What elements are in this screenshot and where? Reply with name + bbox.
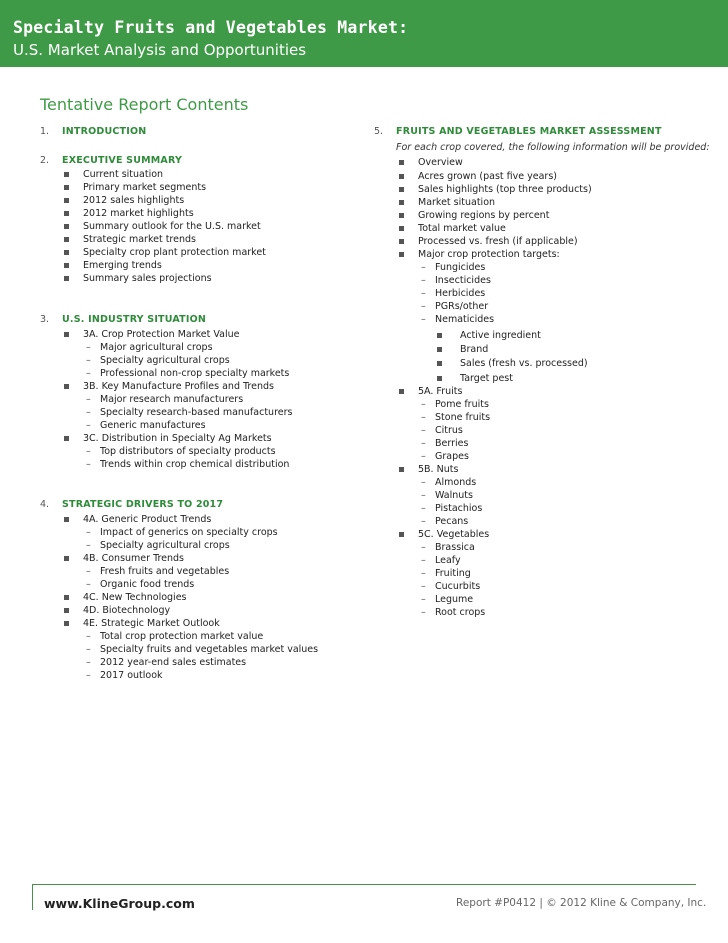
dash: – xyxy=(421,607,426,618)
list-item: Processed vs. fresh (if applicable) xyxy=(418,236,578,247)
dash: – xyxy=(421,581,426,592)
list-item: Brassica xyxy=(435,542,475,553)
section-number: 2. xyxy=(40,155,50,166)
section-heading: FRUITS AND VEGETABLES MARKET ASSESSMENT xyxy=(396,126,662,137)
bullet xyxy=(399,200,404,205)
section-heading: STRATEGIC DRIVERS TO 2017 xyxy=(62,499,224,510)
bullet xyxy=(64,332,69,337)
list-item: Walnuts xyxy=(435,490,473,501)
bullet xyxy=(399,187,404,192)
dash: – xyxy=(421,399,426,410)
bullet xyxy=(399,160,404,165)
dash: – xyxy=(421,594,426,605)
bullet xyxy=(64,237,69,242)
list-item: Specialty crop plant protection market xyxy=(83,247,266,258)
report-title: Specialty Fruits and Vegetables Market: xyxy=(13,18,409,37)
dash: – xyxy=(86,657,91,668)
section-number: 5. xyxy=(374,126,384,137)
list-item: Strategic market trends xyxy=(83,234,196,245)
bullet xyxy=(399,252,404,257)
dash: – xyxy=(86,446,91,457)
list-item: 4A. Generic Product Trends xyxy=(83,514,212,525)
dash: – xyxy=(86,407,91,418)
list-item: Specialty agricultural crops xyxy=(100,355,230,366)
list-item: Major crop protection targets: xyxy=(418,249,560,260)
list-item: 5C. Vegetables xyxy=(418,529,490,540)
list-item: Leafy xyxy=(435,555,461,566)
dash: – xyxy=(421,503,426,514)
list-item: Summary sales projections xyxy=(83,273,212,284)
bullet xyxy=(437,333,442,338)
bullet xyxy=(64,198,69,203)
bullet xyxy=(399,174,404,179)
list-item: 5B. Nuts xyxy=(418,464,459,475)
section-heading: EXECUTIVE SUMMARY xyxy=(62,155,183,166)
dash: – xyxy=(86,540,91,551)
dash: – xyxy=(421,314,426,325)
list-item: Trends within crop chemical distribution xyxy=(100,459,290,470)
section-heading: INTRODUCTION xyxy=(62,126,147,137)
list-item: Pistachios xyxy=(435,503,483,514)
list-item: Fresh fruits and vegetables xyxy=(100,566,230,577)
list-item: Generic manufactures xyxy=(100,420,206,431)
list-item: Specialty fruits and vegetables market values xyxy=(100,644,319,655)
bullet xyxy=(437,361,442,366)
bullet xyxy=(64,172,69,177)
list-item: Impact of generics on specialty crops xyxy=(100,527,278,538)
list-item: Total crop protection market value xyxy=(100,631,264,642)
bullet xyxy=(437,347,442,352)
section-number: 1. xyxy=(40,126,50,137)
list-item: Top distributors of specialty products xyxy=(100,446,276,457)
bullet xyxy=(399,532,404,537)
list-item: 2012 market highlights xyxy=(83,208,194,219)
section-number: 3. xyxy=(40,314,50,325)
header-banner xyxy=(0,0,728,67)
list-item: Growing regions by percent xyxy=(418,210,550,221)
list-item: Professional non-crop specialty markets xyxy=(100,368,290,379)
dash: – xyxy=(421,568,426,579)
list-item: Fungicides xyxy=(435,262,486,273)
bullet xyxy=(64,185,69,190)
dash: – xyxy=(421,516,426,527)
list-item: Nematicides xyxy=(435,314,495,325)
list-item: 2012 sales highlights xyxy=(83,195,185,206)
list-item: 3C. Distribution in Specialty Ag Markets xyxy=(83,433,272,444)
dash: – xyxy=(421,412,426,423)
list-item: Active ingredient xyxy=(460,330,541,341)
list-item: Pome fruits xyxy=(435,399,489,410)
contents-title: Tentative Report Contents xyxy=(40,95,249,114)
list-item: Organic food trends xyxy=(100,579,195,590)
dash: – xyxy=(86,670,91,681)
dash: – xyxy=(421,275,426,286)
bullet xyxy=(64,595,69,600)
bullet xyxy=(399,213,404,218)
dash: – xyxy=(86,355,91,366)
bullet xyxy=(399,226,404,231)
footer-copyright: Report #P0412 | © 2012 Kline & Company, Inc. xyxy=(456,897,707,909)
bullet xyxy=(64,556,69,561)
list-item: Market situation xyxy=(418,197,496,208)
list-item: Legume xyxy=(435,594,474,605)
dash: – xyxy=(421,425,426,436)
dash: – xyxy=(86,631,91,642)
list-item: Citrus xyxy=(435,425,463,436)
footer-divider xyxy=(32,884,696,885)
bullet xyxy=(437,376,442,381)
list-item: 5A. Fruits xyxy=(418,386,463,397)
list-item: Specialty research-based manufacturers xyxy=(100,407,293,418)
dash: – xyxy=(421,288,426,299)
list-item: Berries xyxy=(435,438,469,449)
bullet xyxy=(64,250,69,255)
list-item: Cucurbits xyxy=(435,581,481,592)
list-item: PGRs/other xyxy=(435,301,489,312)
list-item: Fruiting xyxy=(435,568,471,579)
bullet xyxy=(399,467,404,472)
dash: – xyxy=(421,490,426,501)
dash: – xyxy=(421,542,426,553)
dash: – xyxy=(86,579,91,590)
list-item: Summary outlook for the U.S. market xyxy=(83,221,261,232)
footer-divider-tick xyxy=(32,884,33,910)
list-item: Current situation xyxy=(83,169,164,180)
list-item: 3A. Crop Protection Market Value xyxy=(83,329,240,340)
list-item: Pecans xyxy=(435,516,469,527)
dash: – xyxy=(421,451,426,462)
section-heading: U.S. INDUSTRY SITUATION xyxy=(62,314,207,325)
section-number: 4. xyxy=(40,499,50,510)
bullet xyxy=(64,211,69,216)
bullet xyxy=(64,276,69,281)
list-item: 3B. Key Manufacture Profiles and Trends xyxy=(83,381,274,392)
list-item: 4C. New Technologies xyxy=(83,592,187,603)
bullet xyxy=(399,239,404,244)
list-item: Insecticides xyxy=(435,275,491,286)
list-item: 4E. Strategic Market Outlook xyxy=(83,618,220,629)
bullet xyxy=(64,608,69,613)
dash: – xyxy=(86,394,91,405)
bullet xyxy=(64,384,69,389)
dash: – xyxy=(86,368,91,379)
dash: – xyxy=(86,420,91,431)
list-item: Total market value xyxy=(418,223,506,234)
list-item: 4D. Biotechnology xyxy=(83,605,171,616)
list-item: Acres grown (past five years) xyxy=(418,171,557,182)
list-item: Herbicides xyxy=(435,288,486,299)
list-item: Grapes xyxy=(435,451,469,462)
dash: – xyxy=(86,644,91,655)
list-item: Brand xyxy=(460,344,489,355)
dash: – xyxy=(421,438,426,449)
dash: – xyxy=(86,527,91,538)
dash: – xyxy=(86,566,91,577)
list-item: 2017 outlook xyxy=(100,670,163,681)
dash: – xyxy=(421,555,426,566)
list-item: Major agricultural crops xyxy=(100,342,213,353)
list-item: Primary market segments xyxy=(83,182,207,193)
list-item: Overview xyxy=(418,157,463,168)
list-item: Almonds xyxy=(435,477,477,488)
bullet xyxy=(64,517,69,522)
bullet xyxy=(64,436,69,441)
list-item: Stone fruits xyxy=(435,412,491,423)
bullet xyxy=(64,224,69,229)
dash: – xyxy=(421,301,426,312)
dash: – xyxy=(86,459,91,470)
bullet xyxy=(399,389,404,394)
list-item: Root crops xyxy=(435,607,486,618)
bullet xyxy=(64,263,69,268)
list-item: Major research manufacturers xyxy=(100,394,244,405)
dash: – xyxy=(421,477,426,488)
list-item: Sales (fresh vs. processed) xyxy=(460,358,588,369)
list-item: 4B. Consumer Trends xyxy=(83,553,185,564)
list-item: 2012 year-end sales estimates xyxy=(100,657,247,668)
dash: – xyxy=(421,262,426,273)
list-item: Target pest xyxy=(460,373,513,384)
section-note: For each crop covered, the following information will be provided: xyxy=(396,142,710,153)
report-subtitle: U.S. Market Analysis and Opportunities xyxy=(13,41,307,59)
bullet xyxy=(64,621,69,626)
dash: – xyxy=(86,342,91,353)
list-item: Specialty agricultural crops xyxy=(100,540,230,551)
list-item: Sales highlights (top three products) xyxy=(418,184,592,195)
website-link[interactable]: www.KlineGroup.com xyxy=(44,896,195,911)
list-item: Emerging trends xyxy=(83,260,162,271)
